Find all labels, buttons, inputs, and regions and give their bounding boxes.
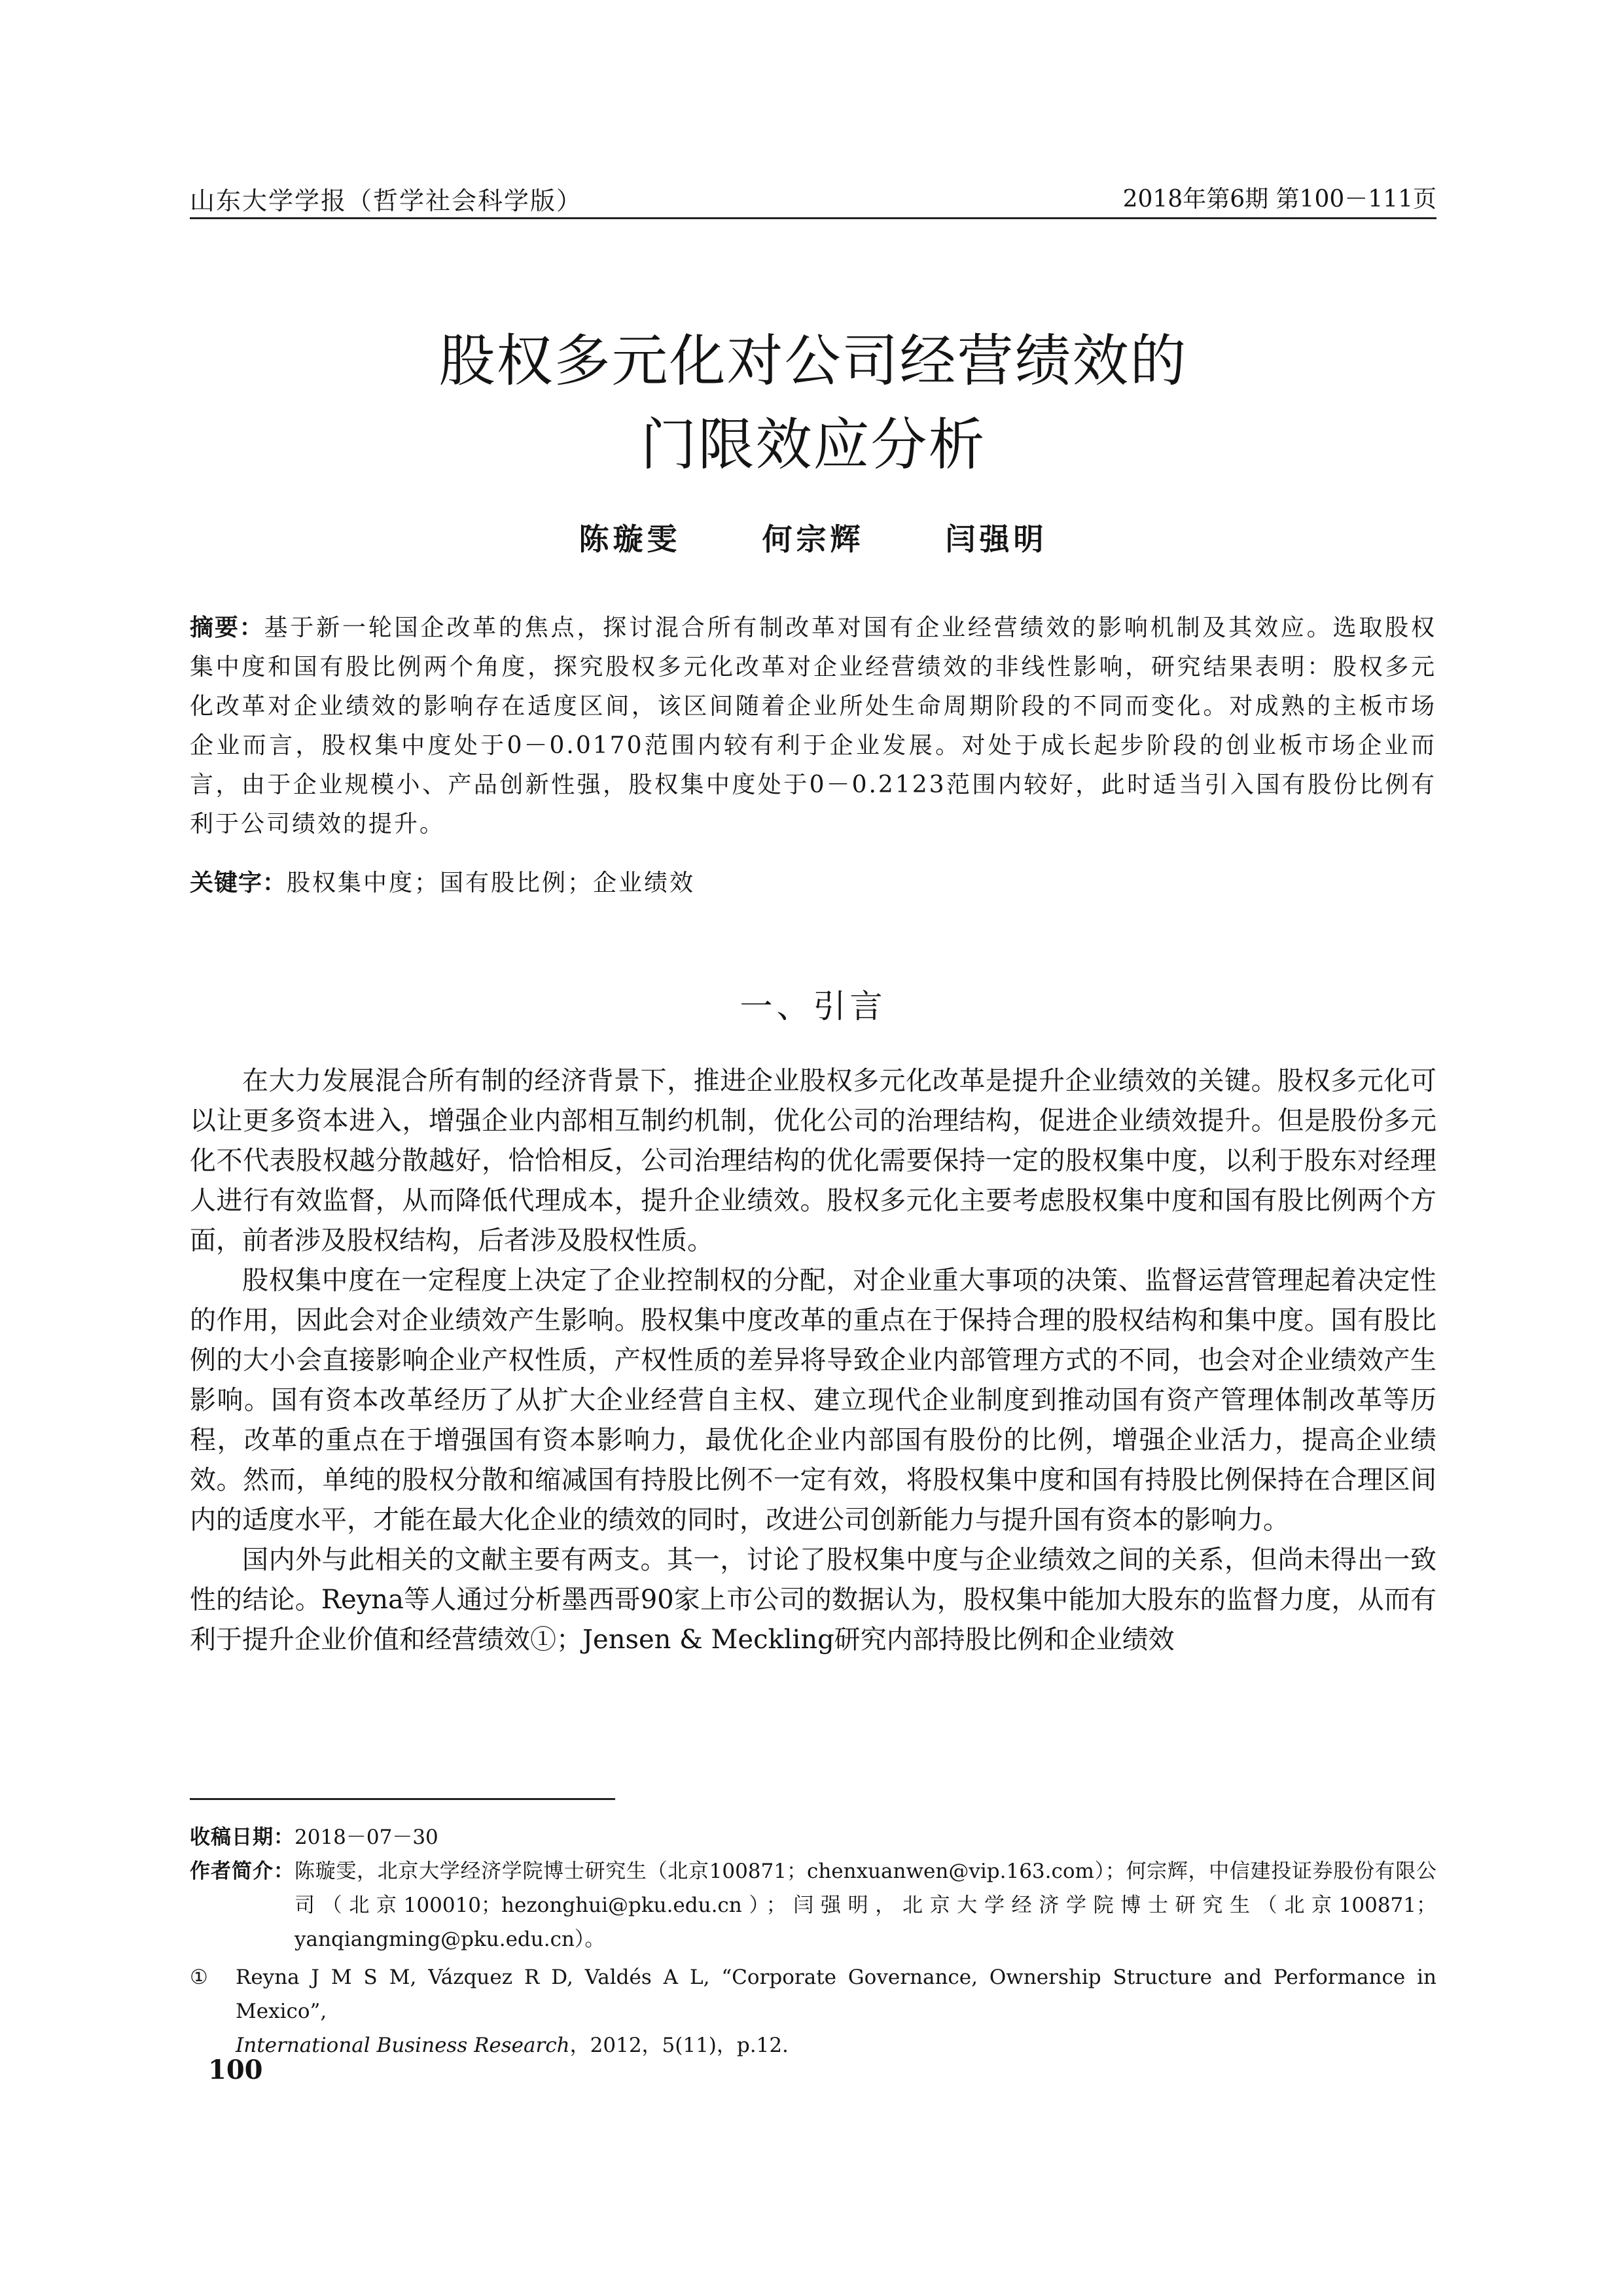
page-number: 100 — [208, 2055, 263, 2085]
section-heading: 一、引言 — [740, 987, 887, 1025]
received-date: 2018－07－30 — [294, 1826, 438, 1849]
title-line-2: 门限效应分析 — [640, 412, 986, 478]
paragraph: 在大力发展混合所有制的经济背景下，推进企业股权多元化改革是提升企业绩效的关键。股权多元化可以让更多资本进入，增强企业内部相互制约机制，优化公司的治理结构，促进企业绩效提升。但是股份多元化不代表股权越分散越好，恰恰相反，公司治理结构的优化需要保持一定的股权集中度，以利于股东对经理人进行有效监督，从而降低代理成本，提升企业绩效。股权多元化主要考虑股权集中度和国有股比例两个方面，前者涉及股权结构，后者涉及股权性质。 — [190, 1066, 1436, 1256]
received-date-label: 收稿日期： — [190, 1826, 294, 1849]
author-info-row — [190, 1854, 1436, 1956]
footnote-citation: Reyna J M S M, Vázquez R D, Valdés A L, “Corporate Governance, Ownership Structure and Performance in Mexico”, — [236, 1966, 1436, 2023]
abstract-label: 摘要： — [190, 614, 264, 641]
issue-info: 2018年第6期 第100－111页 — [1122, 186, 1436, 213]
paragraph: 股权集中度在一定程度上决定了企业控制权的分配，对企业重大事项的决策、监督运营管理起着决定性的作用，因此会对企业绩效产生影响。股权集中度改革的重点在于保持合理的股权结构和集中度。国有股比例的大小会直接影响企业产权性质，产权性质的差异将导致企业内部管理方式的不同，也会对企业绩效产生影响。国有资本改革经历了从扩大企业经营自主权、建立现代企业制度到推动国有资产管理体制改革等历程，改革的重点在于增强国有资本影响力，最优化企业内部国有股份的比例，增强企业活力，提高企业绩效。然而，单纯的股权分散和缩减国有持股比例不一定有效，将股权集中度和国有持股比例保持在合理区间内的适度水平，才能在最大化企业的绩效的同时，改进公司创新能力与提升国有资本的影响力。 — [190, 1265, 1436, 1535]
journal-name: 山东大学学报（哲学社会科学版） — [190, 186, 583, 215]
keywords-label: 关键字： — [190, 870, 287, 896]
author-name: 闫强明 — [945, 521, 1048, 557]
running-header — [190, 178, 1436, 219]
keywords-text: 股权集中度；国有股比例；企业绩效 — [287, 870, 696, 896]
article-notes — [190, 1820, 1436, 2062]
article-title — [190, 319, 1436, 487]
footnote — [190, 1960, 1436, 2062]
footnote-divider — [190, 1798, 615, 1800]
abstract-text: 基于新一轮国企改革的焦点，探讨混合所有制改革对国有企业经营绩效的影响机制及其效应。选取股权集中度和国有股比例两个角度，探究股权多元化改革对企业经营绩效的非线性影响，研究结果表明：股权多元化改革对企业绩效的影响存在适度区间，该区间随着企业所处生命周期阶段的不同而变化。对成熟的主板市场企业而言，股权集中度处于0－0.0170范围内较有利于企业发展。对处于成长起步阶段的创业板市场企业而言，由于企业规模小、产品创新性强，股权集中度处于0－0.2123范围内较好，此时适当引入国有股份比例有利于公司绩效的提升。 — [190, 614, 1436, 838]
keywords — [190, 864, 1436, 903]
footnote-mark: ① — [190, 1966, 208, 1989]
author-info: 陈璇雯，北京大学经济学院博士研究生（北京100871；chenxuanwen@vip.163.com）；何宗辉，中信建投证券股份有限公司（北京100010；hezonghui@pku.edu.cn）；闫强明，北京大学经济学院博士研究生（北京100871；yanqiangming@pku.edu.cn）。 — [294, 1860, 1436, 1951]
title-line-1: 股权多元化对公司经营绩效的 — [438, 328, 1188, 394]
author-name: 陈璇雯 — [579, 521, 681, 557]
received-date-row — [190, 1820, 1436, 1854]
paragraph: 国内外与此相关的文献主要有两支。其一，讨论了股权集中度与企业绩效之间的关系，但尚未得出一致性的结论。Reyna等人通过分析墨西哥90家上市公司的数据认为，股权集中能加大股东的监督力度，从而有利于提升企业价值和经营绩效①；Jensen & Meckling研究内部持股比例和企业绩效 — [190, 1545, 1436, 1655]
abstract — [190, 609, 1436, 844]
body-text — [190, 1061, 1436, 1660]
author-list — [190, 516, 1436, 559]
footnote-journal: International Business Research — [236, 2034, 570, 2057]
author-info-label: 作者简介： — [190, 1860, 294, 1883]
author-name: 何宗辉 — [762, 521, 865, 557]
footnote-tail: ，2012，5(11)，p.12. — [569, 2034, 789, 2057]
footnote-text — [236, 1960, 1436, 2062]
